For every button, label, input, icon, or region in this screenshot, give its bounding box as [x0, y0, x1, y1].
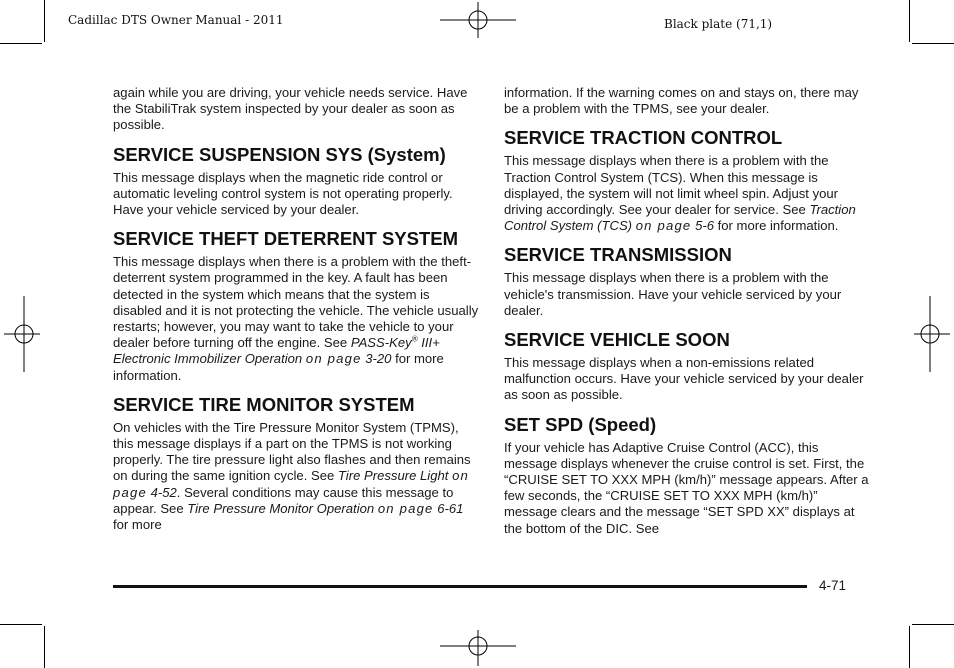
manual-title: Cadillac DTS Owner Manual - 2011 [68, 13, 284, 27]
crop-mark-bottom-right-vertical [909, 626, 910, 668]
plate-label: Black plate (71,1) [664, 17, 773, 31]
crop-mark-bottom-left-vertical [44, 626, 45, 668]
footer-rule [113, 585, 807, 588]
crop-mark-bottom-right-horizontal [912, 624, 954, 625]
theft-body-text: This message displays when there is a problem with the theft-deterrent system programmed in the key. A fault has been detected in the system which means that the system is disabled and it is not protecting the vehicle. The vehicle usually restarts; however, you may want to take the vehicle to your dealer before turning off the engine. See [113, 254, 479, 351]
crop-mark-top-left-vertical [44, 0, 45, 42]
crop-mark-top-right-horizontal [912, 43, 954, 44]
theft-body-tail: for more information. [113, 351, 444, 383]
heading-set-spd: SET SPD (Speed) [504, 413, 657, 435]
body-service-traction-control: This message displays when there is a problem with the Traction Control System (TCS). When this message is displayed, the system will not limit wheel spin. Adjust your driving accordingly. See your dealer for service. See Traction Control System (TCS) on page 5-6 for more information. [504, 153, 856, 234]
registration-mark-right-icon [914, 296, 950, 372]
crop-mark-bottom-left-horizontal [0, 624, 42, 625]
cross-ref-tire-pressure-monitor-operation[interactable]: Tire Pressure Monitor Operation on page 6-61 [187, 500, 464, 516]
cross-ref-tire-pressure-light[interactable]: Tire Pressure Light on page 4-52 [113, 468, 470, 500]
crop-mark-top-left-horizontal [0, 43, 42, 44]
crop-mark-top-right-vertical [909, 0, 910, 42]
right-column [504, 85, 870, 537]
body-service-transmission: This message displays when there is a problem with the vehicle's transmission. Have your vehicle serviced by your dealer. [504, 270, 842, 318]
cross-ref-traction-control-system[interactable]: Traction Control System (TCS) on page 5-6 [504, 202, 856, 234]
continued-paragraph: information. If the warning comes on and stays on, there may be a problem with the TPMS, see your dealer. [504, 85, 859, 117]
body-set-spd: If your vehicle has Adaptive Cruise Control (ACC), this message displays whenever the cruise control is set. First, the “CRUISE SET TO XXX MPH (km/h)” message appears. After a few seconds, the “CRUISE SET TO XXX MPH (km/h)” message clears and the message “SET SPD XX” displays at the bottom of the DIC. See [504, 439, 869, 536]
intro-paragraph: again while you are driving, your vehicle needs service. Have the StabiliTrak system inspected by your dealer as soon as possible. [113, 85, 468, 133]
registration-mark-top-icon [440, 2, 516, 38]
heading-service-vehicle-soon: SERVICE VEHICLE SOON [504, 329, 730, 351]
body-service-suspension: This message displays when the magnetic ride control or automatic leveling control system is not operating properly. Have your vehicle serviced by your dealer. [113, 169, 453, 218]
body-service-tire-monitor: On vehicles with the Tire Pressure Monitor System (TPMS), this message displays if a part on the TPMS is not working properly. The tire pressure light also flashes and then remains on during the same ignition cycle. See Tire Pressure Light on page 4-52. Several conditions may cause this message to appear. See Tire Pressure Monitor Operation on page 6-61 for more [113, 419, 471, 533]
body-service-theft-deterrent [113, 254, 479, 384]
heading-service-tire-monitor: SERVICE TIRE MONITOR SYSTEM [113, 393, 415, 415]
registration-mark-left-icon [4, 296, 40, 372]
cross-ref-pass-key[interactable]: PASS-Key® III+ Electronic Immobilizer Operation on page 3-20 [113, 334, 440, 367]
page-number: 4-71 [819, 578, 847, 593]
body-service-vehicle-soon: This message displays when a non-emissions related malfunction occurs. Have your vehicle serviced by your dealer as soon as possible. [504, 355, 864, 403]
heading-service-traction-control: SERVICE TRACTION CONTROL [504, 127, 783, 149]
left-column [113, 85, 479, 533]
registration-mark-bottom-icon [440, 630, 516, 666]
heading-service-theft-deterrent: SERVICE THEFT DETERRENT SYSTEM [113, 228, 459, 250]
heading-service-transmission: SERVICE TRANSMISSION [504, 244, 732, 266]
heading-service-suspension: SERVICE SUSPENSION SYS (System) [113, 143, 446, 165]
